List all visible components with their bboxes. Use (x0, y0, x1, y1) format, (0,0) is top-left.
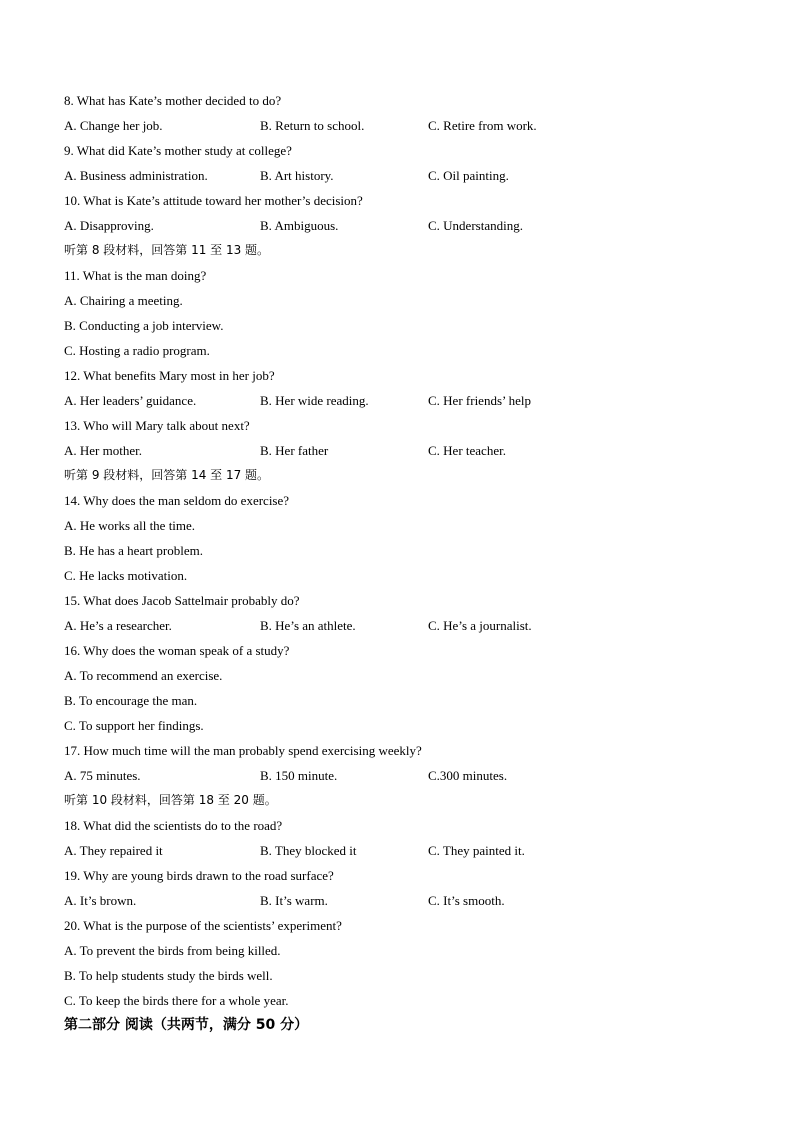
option-a: A. Business administration. (64, 168, 208, 183)
option-row (64, 388, 764, 413)
option-a: A. He’s a researcher. (64, 618, 172, 633)
question-text: 20. What is the purpose of the scientists’ experiment? (64, 918, 342, 933)
option-line: C. He lacks motivation. (64, 568, 188, 583)
question-text: 19. Why are young birds drawn to the road surface? (64, 868, 334, 883)
question-text: 12. What benefits Mary most in her job? (64, 368, 275, 383)
question-text: 10. What is Kate’s attitude toward her mother’s decision? (64, 193, 363, 208)
option-row (64, 163, 764, 188)
option-c: C. They painted it. (428, 843, 525, 858)
option-line: B. He has a heart problem. (64, 543, 203, 558)
option-line: C. To support her findings. (64, 718, 204, 733)
option-line: C. Hosting a radio program. (64, 343, 210, 358)
option-c: C. Her friends’ help (428, 393, 532, 408)
option-a: A. They repaired it (64, 843, 163, 858)
option-a: A. Change her job. (64, 118, 163, 133)
option-line: B. To encourage the man. (64, 693, 198, 708)
question-text: 13. Who will Mary talk about next? (64, 418, 250, 433)
option-b: B. Her father (260, 443, 329, 458)
option-b: B. Ambiguous. (260, 218, 339, 233)
option-c: C. It’s smooth. (428, 893, 505, 908)
question-text: 15. What does Jacob Sattelmair probably do? (64, 593, 300, 608)
option-a: A. Her mother. (64, 443, 142, 458)
question-text: 18. What did the scientists do to the road? (64, 818, 283, 833)
question-text: 9. What did Kate’s mother study at college? (64, 143, 292, 158)
option-row (64, 888, 764, 913)
option-b: B. They blocked it (260, 843, 357, 858)
option-a: A. Disapproving. (64, 218, 154, 233)
option-line: A. To prevent the birds from being killed. (64, 943, 281, 958)
question-text: 11. What is the man doing? (64, 268, 207, 283)
option-b: B. He’s an athlete. (260, 618, 356, 633)
section-instruction: 听第 10 段材料，回答第 18 至 20 题。 (64, 793, 277, 807)
option-c: C. He’s a journalist. (428, 618, 532, 633)
option-c: C.300 minutes. (428, 768, 508, 783)
question-text: 14. Why does the man seldom do exercise? (64, 493, 290, 508)
option-a: A. 75 minutes. (64, 768, 141, 783)
option-a: A. It’s brown. (64, 893, 137, 908)
option-a: A. Her leaders’ guidance. (64, 393, 197, 408)
section-instruction: 听第 8 段材料，回答第 11 至 13 题。 (64, 243, 270, 257)
option-b: B. Return to school. (260, 118, 365, 133)
option-row (64, 838, 764, 863)
option-row (64, 763, 764, 788)
option-row (64, 613, 764, 638)
question-text: 17. How much time will the man probably spend exercising weekly? (64, 743, 422, 758)
section-instruction: 听第 9 段材料，回答第 14 至 17 题。 (64, 468, 270, 482)
option-row (64, 113, 764, 138)
option-line: B. Conducting a job interview. (64, 318, 224, 333)
option-line: A. To recommend an exercise. (64, 668, 223, 683)
option-c: C. Her teacher. (428, 443, 506, 458)
option-c: C. Oil painting. (428, 168, 509, 183)
option-line: A. Chairing a meeting. (64, 293, 183, 308)
option-row (64, 213, 764, 238)
option-b: B. Her wide reading. (260, 393, 369, 408)
option-b: B. It’s warm. (260, 893, 328, 908)
option-c: C. Retire from work. (428, 118, 537, 133)
option-row (64, 438, 764, 463)
question-text: 8. What has Kate’s mother decided to do? (64, 93, 282, 108)
question-text: 16. Why does the woman speak of a study? (64, 643, 290, 658)
option-b: B. 150 minute. (260, 768, 338, 783)
option-b: B. Art history. (260, 168, 334, 183)
option-line: C. To keep the birds there for a whole year. (64, 993, 289, 1008)
option-line: B. To help students study the birds well. (64, 968, 273, 983)
option-line: A. He works all the time. (64, 518, 196, 533)
option-c: C. Understanding. (428, 218, 523, 233)
part-heading: 第二部分 阅读（共两节，满分 50 分） (64, 1017, 309, 1033)
